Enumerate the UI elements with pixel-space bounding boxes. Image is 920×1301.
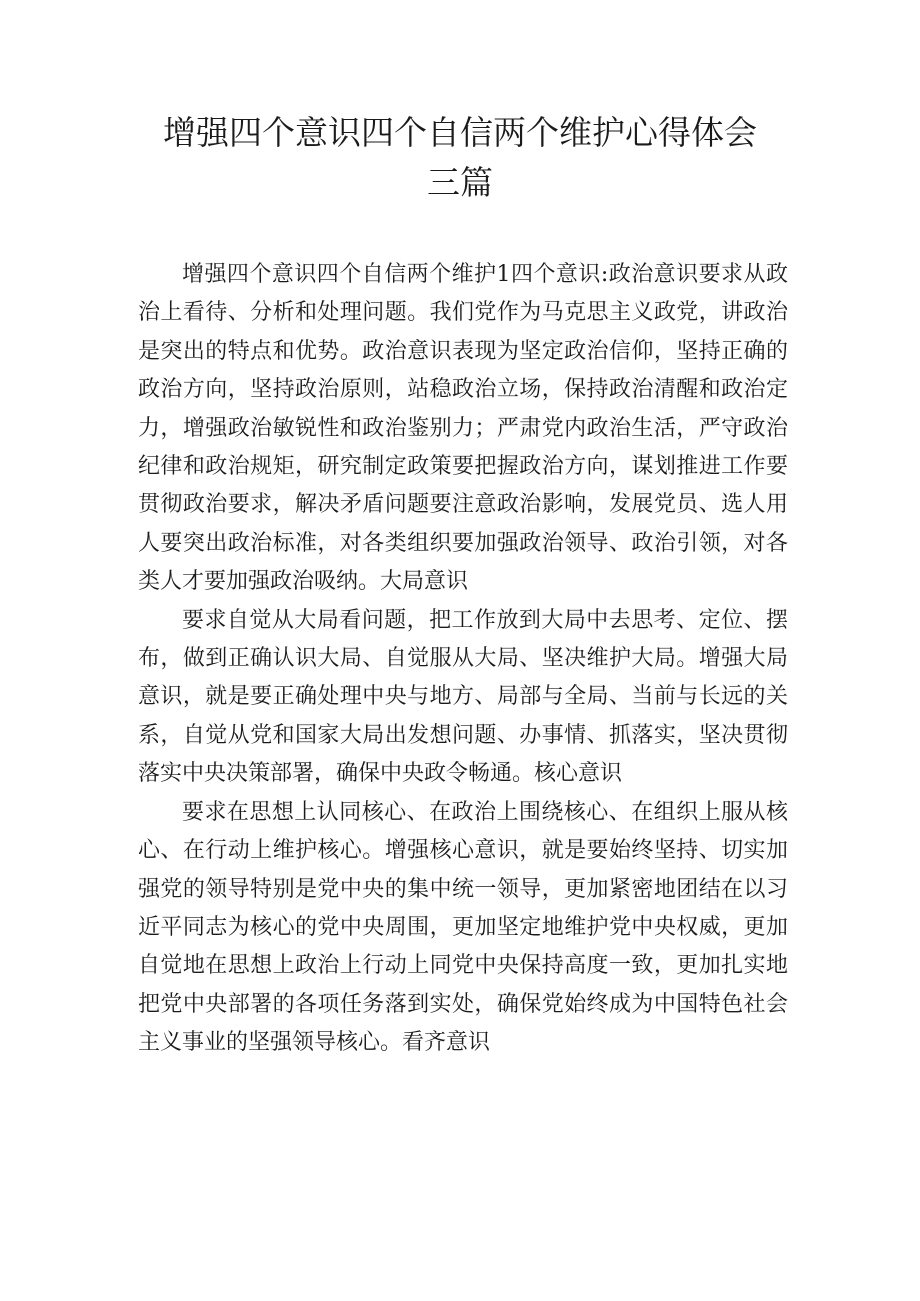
document-title (120, 108, 800, 208)
paragraph-core-awareness: 要求在思想上认同核心、在政治上围绕核心、在组织上服从核心、在行动上维护核心。增强核心意识，就是要始终坚持、切实加强党的领导特别是党中央的集中统一领导，更加紧密地团结在以习近平同志为核心的党中央周围，更加坚定地维护党中央权威，更加自觉地在思想上政治上行动上同党中央保持高度一致，更加扎实地把党中央部署的各项任务落到实处，确保党始终成为中国特色社会主义事业的坚强领导核心。看齐意识 (138, 799, 788, 1056)
title-line-1: 增强四个意识四个自信两个维护心得体会 (163, 113, 757, 152)
title-line-2: 三篇 (427, 163, 493, 202)
paragraph-political-awareness: 增强四个意识四个自信两个维护1四个意识:政治意识要求从政治上看待、分析和处理问题。我们党作为马克思主义政党，讲政治是突出的特点和优势。政治意识表现为坚定政治信仰，坚持正确的政治方向，坚持政治原则，站稳政治立场，保持政治清醒和政治定力，增强政治敏锐性和政治鉴别力；严肃党内政治生活，严守政治纪律和政治规矩，研究制定政策要把握政治方向，谋划推进工作要贯彻政治要求，解决矛盾问题要注意政治影响，发展党员、选人用人要突出政治标准，对各类组织要加强政治领导、政治引领，对各类人才要加强政治吸纳。大局意识 (138, 262, 788, 595)
document-body (138, 256, 788, 1063)
paragraph-overall-awareness: 要求自觉从大局看问题，把工作放到大局中去思考、定位、摆布，做到正确认识大局、自觉服从大局、坚决维护大局。增强大局意识，就是要正确处理中央与地方、局部与全局、当前与长远的关系，自觉从党和国家大局出发想问题、办事情、抓落实，坚决贯彻落实中央决策部署，确保中央政令畅通。核心意识 (138, 607, 788, 787)
